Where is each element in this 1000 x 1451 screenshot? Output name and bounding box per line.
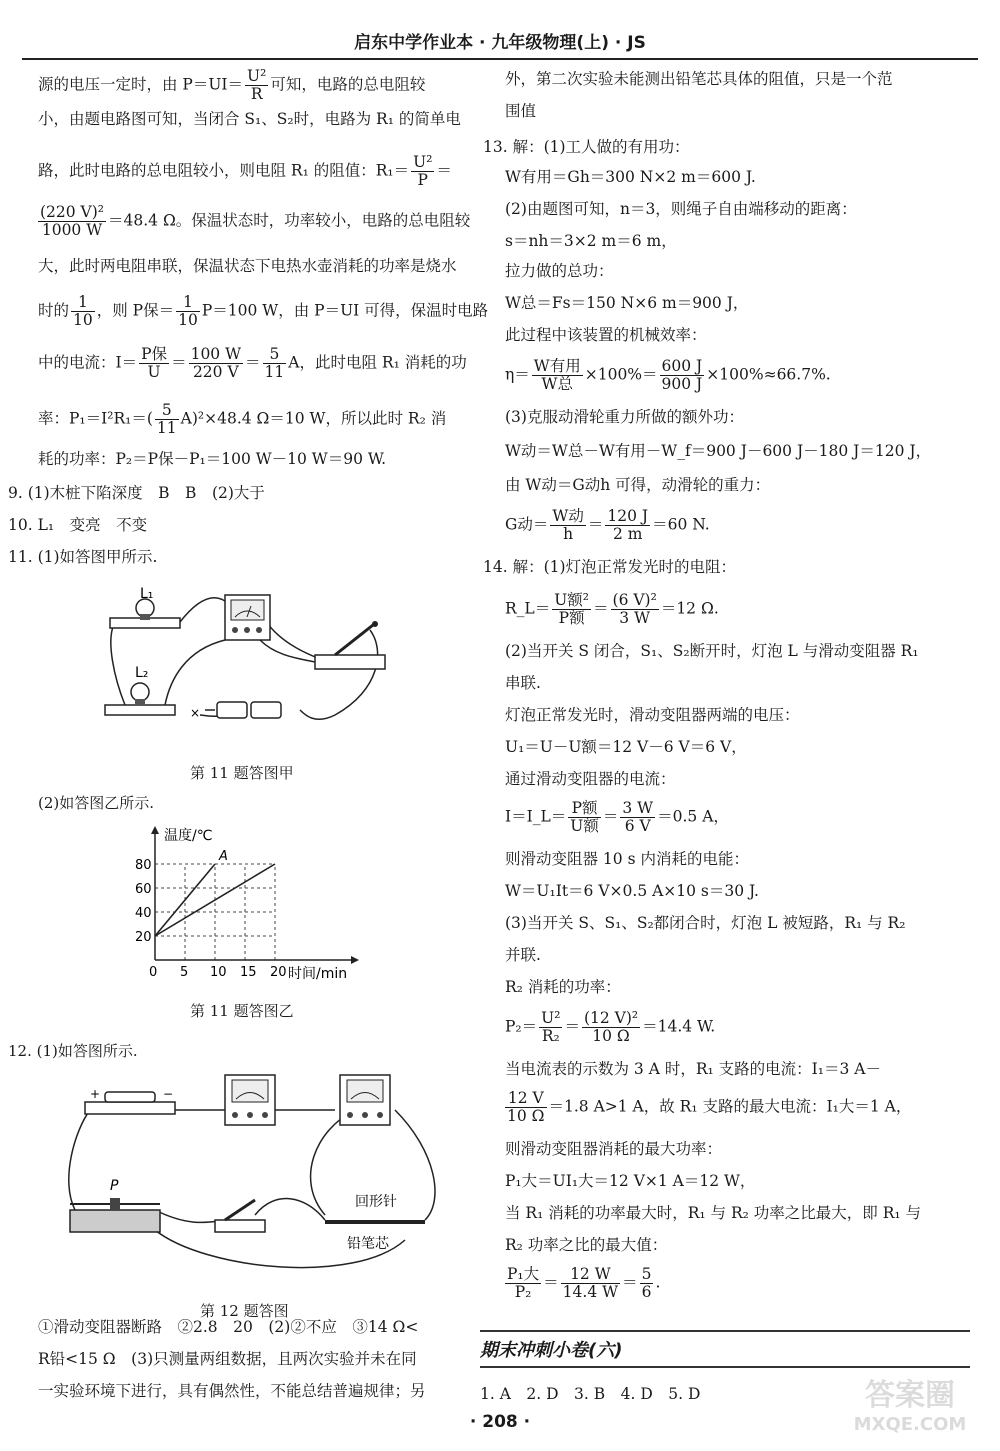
text-line: 当 R₁ 消耗的功率最大时，R₁ 与 R₂ 功率之比最大，即 R₁ 与 xyxy=(505,1204,922,1222)
answer-11: 11. (1)如答图甲所示. xyxy=(8,548,158,566)
text-line xyxy=(38,204,470,239)
text: ＝ xyxy=(593,599,609,618)
denominator: 3 W xyxy=(619,609,651,627)
denominator: 900 J xyxy=(661,375,703,393)
numerator: U² xyxy=(247,67,267,85)
numerator: W有用 xyxy=(533,357,581,375)
y-axis-label: 温度/℃ xyxy=(164,828,213,844)
text: 率：P₁＝I²R₁＝( xyxy=(38,409,153,428)
denominator: 1000 W xyxy=(41,221,103,239)
text: G动＝ xyxy=(505,515,549,534)
label-l2: L₂ xyxy=(135,665,149,681)
text: ＝ xyxy=(436,161,452,180)
text: ，则 P保＝ xyxy=(96,301,175,320)
caption-11a: 第 11 题答图甲 xyxy=(190,764,294,782)
fraction xyxy=(411,154,434,189)
fraction xyxy=(263,346,287,381)
text-line: ①滑动变阻器断路 ②2.8 20 (2)②不应 ③14 Ω< xyxy=(38,1318,419,1336)
text-line: (2)当开关 S 闭合，S₁、S₂断开时，灯泡 L 与滑动变阻器 R₁ xyxy=(505,642,919,660)
text: ＝ xyxy=(543,1273,559,1292)
denominator: P₂ xyxy=(514,1283,532,1301)
caption-12: 第 12 题答图 xyxy=(200,1302,289,1320)
numerator: U² xyxy=(541,1009,561,1027)
answer-10: 10. L₁ 变亮 不变 xyxy=(8,516,148,534)
text-line: (3)克服动滑轮重力所做的额外功： xyxy=(505,408,744,426)
fraction xyxy=(189,346,243,381)
fraction xyxy=(550,508,585,543)
text: 时的 xyxy=(38,301,70,320)
x-tick-label: 10 xyxy=(210,965,227,980)
graph-grid xyxy=(155,864,275,960)
y-tick-label: 20 xyxy=(135,930,152,945)
y-tick-label: 60 xyxy=(135,882,152,897)
y-axis-arrow xyxy=(151,826,159,834)
text-line xyxy=(38,68,425,103)
text-line: 小，由题电路图可知，当闭合 S₁、S₂时，电路为 R₁ 的简单电 xyxy=(38,110,461,128)
rheostat xyxy=(70,1198,160,1232)
text: 可知，电路的总电阻较 xyxy=(270,75,426,94)
text-line: W动＝W总－W有用－W_f＝900 J－600 J－180 J＝120 J， xyxy=(505,442,932,460)
numerator: U额² xyxy=(554,591,589,609)
denominator: 10 xyxy=(73,311,93,329)
x-axis-arrow xyxy=(351,956,359,964)
label-l1: L₁ xyxy=(140,586,154,602)
text: ＝60 N. xyxy=(652,515,710,534)
text-line: 由 W动＝G动h 可得，动滑轮的重力： xyxy=(505,476,771,494)
text-line: 大，此时两电阻串联，保温状态下电热水壶消耗的功率是烧水 xyxy=(38,257,457,275)
text-line: 通过滑动变阻器的电流： xyxy=(505,770,676,788)
x-tick-label: 20 xyxy=(270,965,287,980)
text: R_L＝ xyxy=(505,599,551,618)
x-tick-label: 5 xyxy=(180,965,189,980)
minus-sign: − xyxy=(163,1087,174,1101)
fraction xyxy=(71,294,95,329)
text: 路，此时电路的总电阻较小，则电阻 R₁ 的阻值：R₁＝ xyxy=(38,161,410,180)
fraction xyxy=(505,1266,541,1301)
numerator: (220 V)² xyxy=(40,203,105,221)
fraction xyxy=(176,294,200,329)
voltmeter xyxy=(340,1075,390,1125)
caption-11b: 第 11 题答图乙 xyxy=(190,1002,294,1020)
text-line: 灯泡正常发光时，滑动变阻器两端的电压： xyxy=(505,706,800,724)
text-line xyxy=(505,1010,715,1045)
fraction xyxy=(505,1090,547,1125)
switch xyxy=(215,1200,265,1232)
fraction xyxy=(620,800,655,835)
y-tick-label: 40 xyxy=(135,906,152,921)
text-line xyxy=(505,508,710,543)
answer-12: 12. (1)如答图所示. xyxy=(8,1042,138,1060)
text: ＝ xyxy=(587,515,604,534)
text: ＝12 Ω. xyxy=(660,599,719,618)
numerator: 600 J xyxy=(661,357,703,375)
denominator: P xyxy=(417,171,428,189)
numerator: U² xyxy=(413,153,433,171)
text-line: 并联. xyxy=(505,946,541,964)
text-line: W总＝Fs＝150 N×6 m＝900 J， xyxy=(505,294,749,312)
multiple-choice-answers: 1. A 2. D 3. B 4. D 5. D xyxy=(480,1385,701,1403)
text: P₂＝ xyxy=(505,1017,538,1036)
label-pencil-lead: 铅笔芯 xyxy=(347,1236,389,1252)
watermark-sub: MXQE.COM xyxy=(853,1414,967,1435)
denominator: P额 xyxy=(558,609,585,627)
fraction xyxy=(568,800,601,835)
answer-13: 13. 解：(1)工人做的有用功： xyxy=(483,138,690,156)
text: ＝ xyxy=(622,1273,638,1292)
temperature-graph xyxy=(130,820,370,985)
series-label-a: A xyxy=(219,849,228,864)
numerator: P保 xyxy=(141,345,168,363)
denominator: 14.4 W xyxy=(562,1283,619,1301)
denominator: U xyxy=(147,363,161,381)
denominator: h xyxy=(563,525,574,543)
denominator: 10 Ω xyxy=(507,1107,545,1125)
text-line: 当电流表的示数为 3 A 时，R₁ 支路的电流：I₁＝3 A－ xyxy=(505,1060,881,1078)
label-paperclip: 回形针 xyxy=(355,1194,397,1210)
numerator: 3 W xyxy=(622,799,654,817)
fraction xyxy=(611,592,659,627)
watermark-main: 答案圈 xyxy=(865,1378,955,1413)
denominator: 11 xyxy=(156,419,177,437)
text: . xyxy=(655,1273,661,1292)
text-line: W＝U₁It＝6 V×0.5 A×10 s＝30 J. xyxy=(505,882,759,900)
text-line xyxy=(38,294,488,329)
text: ＝14.4 W. xyxy=(642,1017,716,1036)
text-line: 则滑动变阻器 10 s 内消耗的电能： xyxy=(505,850,749,868)
text: ＝48.4 Ω。保温状态时，功率较小，电路的总电阻较 xyxy=(108,211,471,230)
denominator: 10 xyxy=(178,311,198,329)
numerator: P₁大 xyxy=(507,1265,540,1283)
fraction xyxy=(139,346,169,381)
text-line: U₁＝U－U额＝12 V－6 V＝6 V， xyxy=(505,738,747,756)
switch xyxy=(315,621,385,669)
text-line: 外，第二次实验未能测出铅笔芯具体的阻值，只是一个范 xyxy=(505,70,893,88)
text-line: s＝nh＝3×2 m＝6 m， xyxy=(505,232,677,250)
label-p: P xyxy=(110,1178,119,1194)
fraction xyxy=(539,1010,562,1045)
numerator: (6 V)² xyxy=(612,591,657,609)
graph-ticks xyxy=(135,858,287,980)
circuit-figure-12 xyxy=(55,1070,445,1295)
page-number: · 208 · xyxy=(469,1412,531,1432)
denominator: 6 V xyxy=(624,817,651,835)
fraction xyxy=(605,508,650,543)
numerator: W动 xyxy=(552,507,584,525)
numerator: 1 xyxy=(176,294,200,312)
section-title: 期末冲刺小卷(六) xyxy=(480,1330,970,1368)
text-line: 串联. xyxy=(505,674,541,692)
text-line: R₂ 消耗的功率： xyxy=(505,978,621,996)
denominator: 11 xyxy=(264,363,285,381)
text-line xyxy=(38,154,452,189)
watermark-logo xyxy=(830,1370,990,1440)
numerator: 5 xyxy=(641,1265,652,1283)
fraction xyxy=(552,592,591,627)
text-line xyxy=(38,402,446,437)
text-line xyxy=(505,800,729,835)
text-line: (3)当开关 S、S₁、S₂都闭合时，灯泡 L 被短路，R₁ 与 R₂ xyxy=(505,914,906,932)
fraction xyxy=(561,1266,620,1301)
text: A)²×48.4 Ω＝10 W，所以此时 R₂ 消 xyxy=(180,409,447,428)
text: ＝ xyxy=(564,1017,580,1036)
page-header xyxy=(22,28,978,60)
numerator: 100 W xyxy=(190,345,242,363)
text: ×100%＝ xyxy=(584,365,658,384)
text-line: R₂ 功率之比的最大值： xyxy=(505,1236,668,1254)
text: 源的电压一定时，由 P＝UI＝ xyxy=(38,75,244,94)
text: ＝1.8 A>1 A，故 R₁ 支路的最大电流：I₁大＝1 A， xyxy=(548,1097,912,1116)
text-line: 此过程中该装置的机械效率： xyxy=(505,326,707,344)
fraction xyxy=(155,402,179,437)
text: ×100%≈66.7%. xyxy=(706,365,831,384)
lamp-l1 xyxy=(110,599,180,628)
circuit-figure-11a xyxy=(95,580,395,750)
batteries xyxy=(217,702,281,718)
ammeter xyxy=(225,595,270,640)
denominator: 220 V xyxy=(192,363,239,381)
numerator: 12 V xyxy=(505,1090,547,1108)
fraction xyxy=(582,1010,640,1045)
cross-mark: × xyxy=(190,706,201,720)
ammeter xyxy=(225,1075,275,1125)
denominator: 6 xyxy=(641,1283,652,1301)
text-line xyxy=(505,1266,660,1301)
header-title: 启东中学作业本 · 九年级物理(上) · JS xyxy=(354,33,646,53)
text: η＝ xyxy=(505,365,530,384)
text-line: R铅<15 Ω (3)只测量两组数据，且两次实验并未在同 xyxy=(38,1350,417,1368)
text: A，此时电阻 R₁ 消耗的功 xyxy=(288,353,467,372)
x-tick-label: 0 xyxy=(149,965,158,980)
numerator: (12 V)² xyxy=(583,1009,639,1027)
text-line: 耗的功率：P₂＝P保－P₁＝100 W－10 W＝90 W. xyxy=(38,450,387,468)
text-line xyxy=(38,346,467,381)
text: ＝ xyxy=(171,353,187,372)
fraction xyxy=(245,68,268,103)
text: I＝I_L＝ xyxy=(505,807,567,826)
text: ＝ xyxy=(602,807,619,826)
numerator: 12 W xyxy=(561,1266,620,1284)
fraction xyxy=(532,358,583,393)
x-tick-label: 15 xyxy=(240,965,257,980)
graph-axes xyxy=(151,826,359,964)
text-line xyxy=(505,592,719,627)
text-line: W有用＝Gh＝300 N×2 m＝600 J. xyxy=(505,168,756,186)
fraction xyxy=(640,1266,654,1301)
denominator: W总 xyxy=(541,375,573,393)
numerator: P额 xyxy=(568,800,601,818)
numerator: 5 xyxy=(263,346,287,364)
y-tick-label: 80 xyxy=(135,858,152,873)
x-axis-label: 时间/min xyxy=(288,966,348,982)
answer-14: 14. 解：(1)灯泡正常发光时的电阻： xyxy=(483,558,737,576)
text-line: 围值 xyxy=(505,102,537,120)
fraction xyxy=(38,204,106,239)
numerator: 1 xyxy=(71,294,95,312)
answer-11b: (2)如答图乙所示. xyxy=(38,794,155,812)
answer-9: 9. (1)木桩下陷深度 B B (2)大于 xyxy=(8,484,265,502)
denominator: 10 Ω xyxy=(592,1027,630,1045)
fraction xyxy=(660,358,705,393)
text-line: (2)由题图可知，n＝3，则绳子自由端移动的距离： xyxy=(505,200,857,218)
plus-sign: + xyxy=(90,1087,101,1101)
text-line: 拉力做的总功： xyxy=(505,262,614,280)
text: 中的电流：I＝ xyxy=(38,353,138,372)
denominator: R₂ xyxy=(541,1027,560,1045)
denominator: R xyxy=(250,85,263,103)
denominator: 2 m xyxy=(612,525,643,543)
lamp-l2 xyxy=(105,683,175,715)
text-line xyxy=(505,1090,911,1125)
text: ＝ xyxy=(245,353,261,372)
text-line xyxy=(505,358,831,393)
text-line: 则滑动变阻器消耗的最大功率： xyxy=(505,1140,723,1158)
text-line: 一实验环境下进行，具有偶然性，不能总结普遍规律；另 xyxy=(38,1382,426,1400)
battery-box xyxy=(85,1087,175,1114)
text: ＝0.5 A， xyxy=(657,807,729,826)
denominator: U额 xyxy=(570,817,599,835)
text-line: P₁大＝UI₁大＝12 V×1 A＝12 W， xyxy=(505,1172,756,1190)
text: P＝100 W，由 P＝UI 可得，保温时电路 xyxy=(201,301,489,320)
numerator: 120 J xyxy=(607,507,649,525)
numerator: 5 xyxy=(155,402,179,420)
